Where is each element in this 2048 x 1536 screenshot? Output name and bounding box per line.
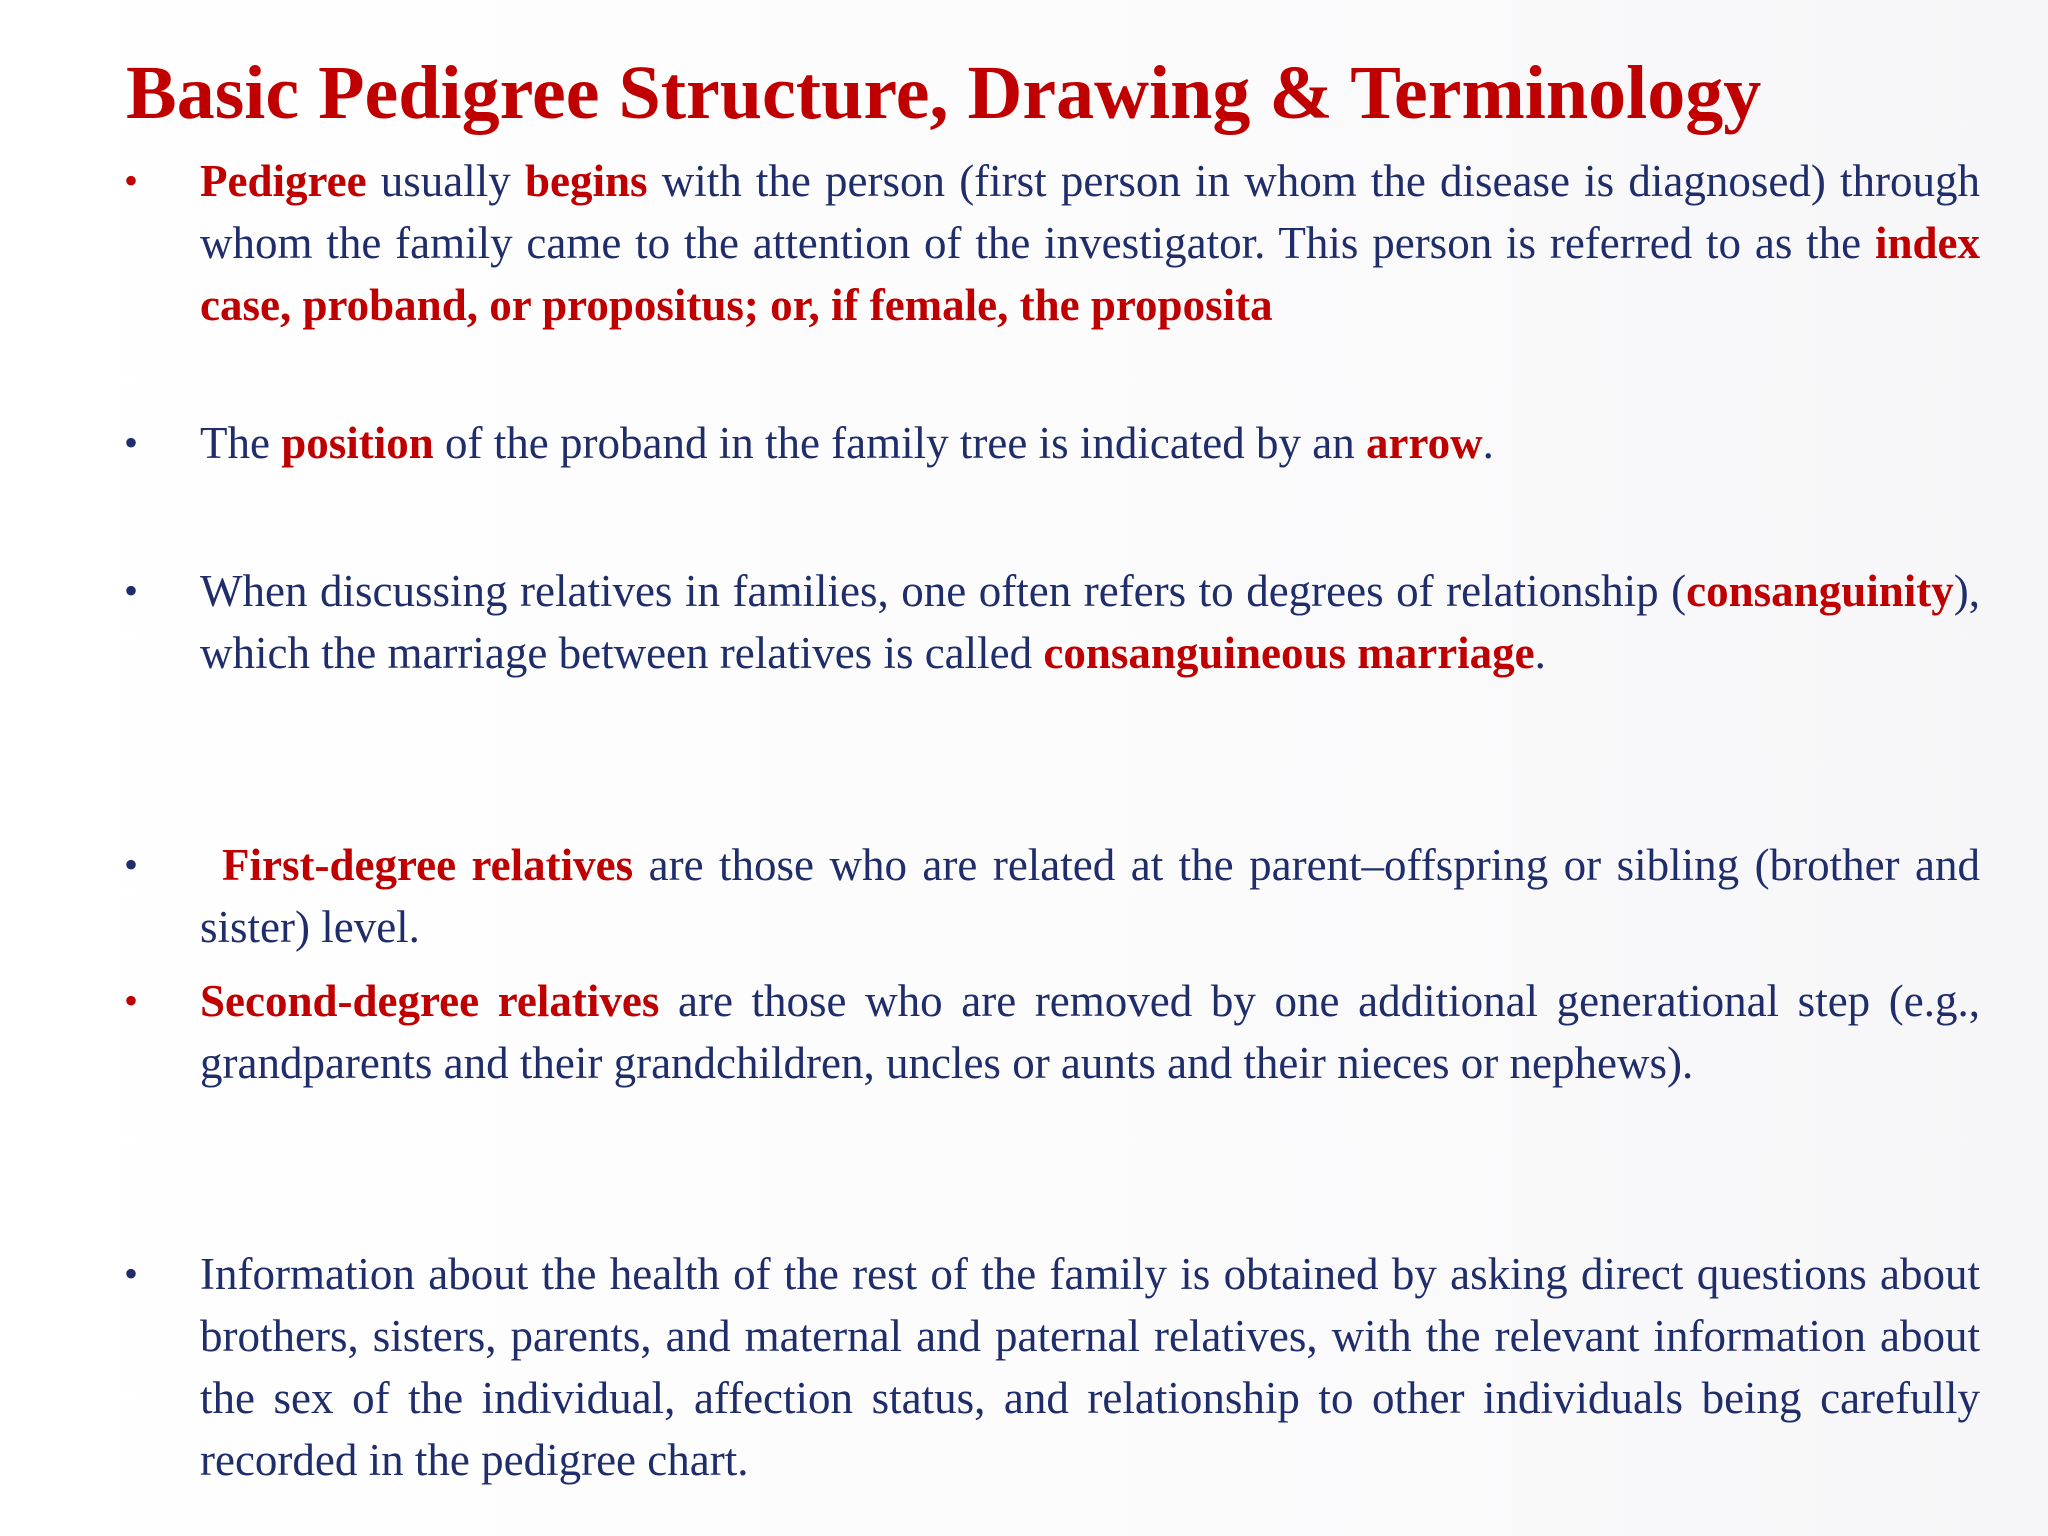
- bullet-text: The: [200, 418, 282, 468]
- term-begins: begins: [524, 156, 648, 206]
- term-consanguineous-marriage: consanguineous marriage: [1043, 628, 1535, 678]
- bullet-text: When discussing relatives in families, one often refers to degrees of relationship (: [200, 566, 1687, 616]
- term-pedigree: Pedigree: [200, 156, 367, 206]
- term-consanguinity: consanguinity: [1686, 566, 1954, 616]
- bullet-text: ), which the marriage between relatives is called: [200, 566, 1980, 678]
- bullet-text: .: [1534, 628, 1546, 678]
- term-second-degree-relatives: Second-degree relatives: [200, 976, 660, 1026]
- term-index-case: index case, proband, or propositus; or, if female, the proposita: [200, 218, 1980, 330]
- bullet-text: of the proband in the family tree is indicated by an: [433, 418, 1366, 468]
- bullet-marker: •: [124, 1251, 139, 1296]
- term-arrow: arrow: [1366, 418, 1483, 468]
- bullet-text: .: [1482, 418, 1494, 468]
- bullet-text: are those who are related at the parent–offspring or sibling (brother and sister) level.: [200, 840, 1980, 952]
- slide-title: Basic Pedigree Structure, Drawing & Terminology: [126, 51, 1762, 135]
- bullet-marker: •: [124, 568, 139, 613]
- bullet-item-pedigree-begins: [124, 150, 1980, 336]
- bullet-text: with the person (first person in whom the disease is diagnosed) through whom the family came to the attention of the investigator. This person is referred to as the: [200, 156, 1980, 268]
- bullet-item-proband-position: [124, 412, 1980, 474]
- bullet-text: usually: [366, 156, 525, 206]
- bullet-marker: •: [124, 842, 139, 887]
- bullet-item-first-degree: [124, 834, 1980, 958]
- bullet-item-second-degree: [124, 970, 1980, 1094]
- bullet-item-consanguinity: [124, 560, 1980, 684]
- bullet-marker: •: [124, 158, 139, 203]
- bullet-text: Information about the health of the rest of the family is obtained by asking direct questions about brothers, sisters, parents, and maternal and paternal relatives, with the relevant information about the sex of the individual, affection status, and relationship to other individuals being carefully recorded in the pedigree chart.: [200, 1249, 1980, 1485]
- bullet-marker: •: [124, 420, 139, 465]
- bullet-text: are those who are removed by one additional generational step (e.g., grandparents and their grandchildren, uncles or aunts and their nieces or nephews).: [200, 976, 1980, 1088]
- bullet-item-family-health-info: [124, 1243, 1980, 1491]
- bullet-marker: •: [124, 978, 139, 1023]
- term-position: position: [281, 418, 434, 468]
- term-first-degree-relatives: First-degree relatives: [222, 840, 634, 890]
